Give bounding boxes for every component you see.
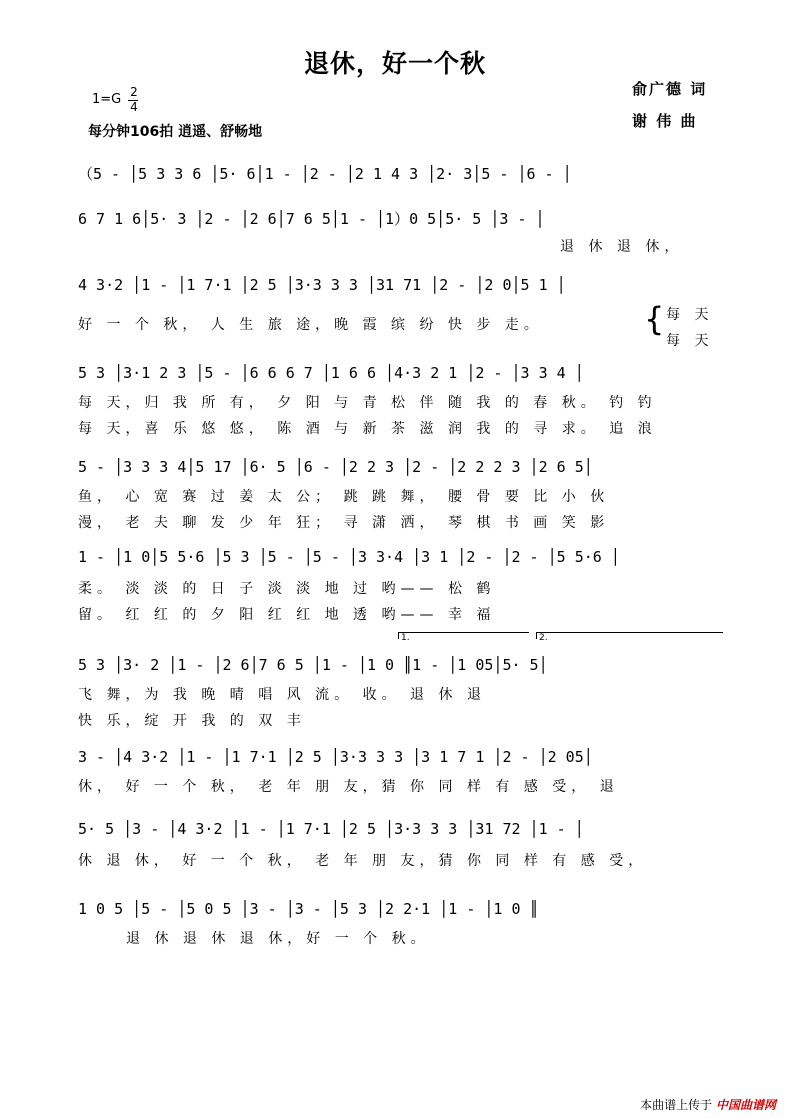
page-title: 退休，好一个秋 [303,49,486,78]
lyric-line-3-verse1: 每 天 [666,307,714,323]
lyric-line-4-v1: 每 天，归 我 所 有， 夕 阳 与 青 松 伴 随 我 的 春 秋。 钓 钓 [78,395,657,411]
notation-line-8: 3 - │4 3·2 │1 - │1 7·1 │2 5 │3·3 3 3 │3 1 7 1 │2 - │2 05│ [78,748,593,766]
time-sig-denominator: 4 [130,100,138,114]
lyric-line-6-v1: 柔。 淡 淡 的 日 子 淡 淡 地 过 哟—— 松 鹤 [78,581,496,597]
lyricist-credit: 俞广德 词 [632,80,708,98]
lyric-line-7-v1: 飞 舞，为 我 晚 晴 唱 风 流。 收。 退 休 退 [78,687,486,703]
notation-line-1: （5 - │5 3 3 6 │5· 6│1 - │2 - │2 1 4 3 │2· 3│5 - │6 - │ [78,165,572,183]
lyric-line-10: 退 休 退 休 退 休，好 一 个 秋。 [126,931,430,947]
volta-number-1: 1. [401,633,410,643]
site-logo[interactable]: 中国曲谱网 [715,1098,776,1112]
lyric-line-3-verse2: 每 天 [666,333,714,349]
volta-bracket-2 [536,632,723,639]
volta-number-2: 2. [539,633,548,643]
notation-line-3: 4 3·2 │1 - │1 7·1 │2 5 │3·3 3 3 │31 71 │2 - │2 0│5 1 │ [78,276,566,294]
notation-line-4: 5 3 │3·1 2 3 │5 - │6 6 6 7 │1 6 6 │4·3 2 1 │2 - │3 3 4 │ [78,364,584,382]
notation-line-2: 6 7 1 6│5· 3 │2 - │2 6│7 6 5│1 - │1）0 5│5· 5 │3 - │ [78,210,545,228]
lyric-line-6-v2: 留。 红 红 的 夕 阳 红 红 地 透 哟—— 幸 福 [78,607,496,623]
key-signature: 1=G [92,92,122,107]
volta-bracket-1 [398,632,529,639]
notation-line-9: 5· 5 │3 - │4 3·2 │1 - │1 7·1 │2 5 │3·3 3 3 │31 72 │1 - │ [78,820,584,838]
tempo-marking: 每分钟106拍 逍遥、舒畅地 [88,124,263,140]
notation-line-5: 5 - │3 3 3 4│5 17 │6· 5 │6 - │2 2 3 │2 - │2 2 2 3 │2 6 5│ [78,458,593,476]
footer-credit [640,1096,776,1113]
lyric-line-5-v1: 鱼， 心 宽 赛 过 姜 太 公； 跳 跳 舞， 腰 骨 要 比 小 伙 [78,489,610,505]
lyric-line-3: 好 一 个 秋， 人 生 旅 途，晚 霞 缤 纷 快 步 走。 [78,317,543,333]
lyric-line-5-v2: 漫， 老 夫 聊 发 少 年 狂； 寻 潇 洒， 琴 棋 书 画 笑 影 [78,515,610,531]
composer-credit: 谢 伟 曲 [632,112,698,130]
notation-line-10: 1 0 5 │5 - │5 0 5 │3 - │3 - │5 3 │2 2·1 │1 - │1 0 ║ [78,900,539,918]
lyric-line-8: 休， 好 一 个 秋， 老 年 朋 友，猜 你 同 样 有 感 受， 退 [78,779,619,795]
notation-line-6: 1 - │1 0│5 5·6 │5 3 │5 - │5 - │3 3·4 │3 1 │2 - │2 - │5 5·6 │ [78,548,620,566]
time-sig-numerator: 2 [130,85,138,99]
lyric-line-7-v2: 快 乐，绽 开 我 的 双 丰 [78,713,306,729]
lyric-line-9: 休 退 休， 好 一 个 秋， 老 年 朋 友，猜 你 同 样 有 感 受， [78,853,648,869]
lyric-line-4-v2: 每 天，喜 乐 悠 悠， 陈 酒 与 新 茶 滋 润 我 的 寻 求。 追 浪 [78,421,657,437]
notation-line-7: 5 3 │3· 2 │1 - │2 6│7 6 5 │1 - │1 0 ║1 - │1 05│5· 5│ [78,656,548,674]
lyric-line-2: 退 休 退 休， [560,239,684,255]
footer-text: 本曲谱上传于 [640,1098,713,1112]
verse-brace: { [644,300,665,338]
